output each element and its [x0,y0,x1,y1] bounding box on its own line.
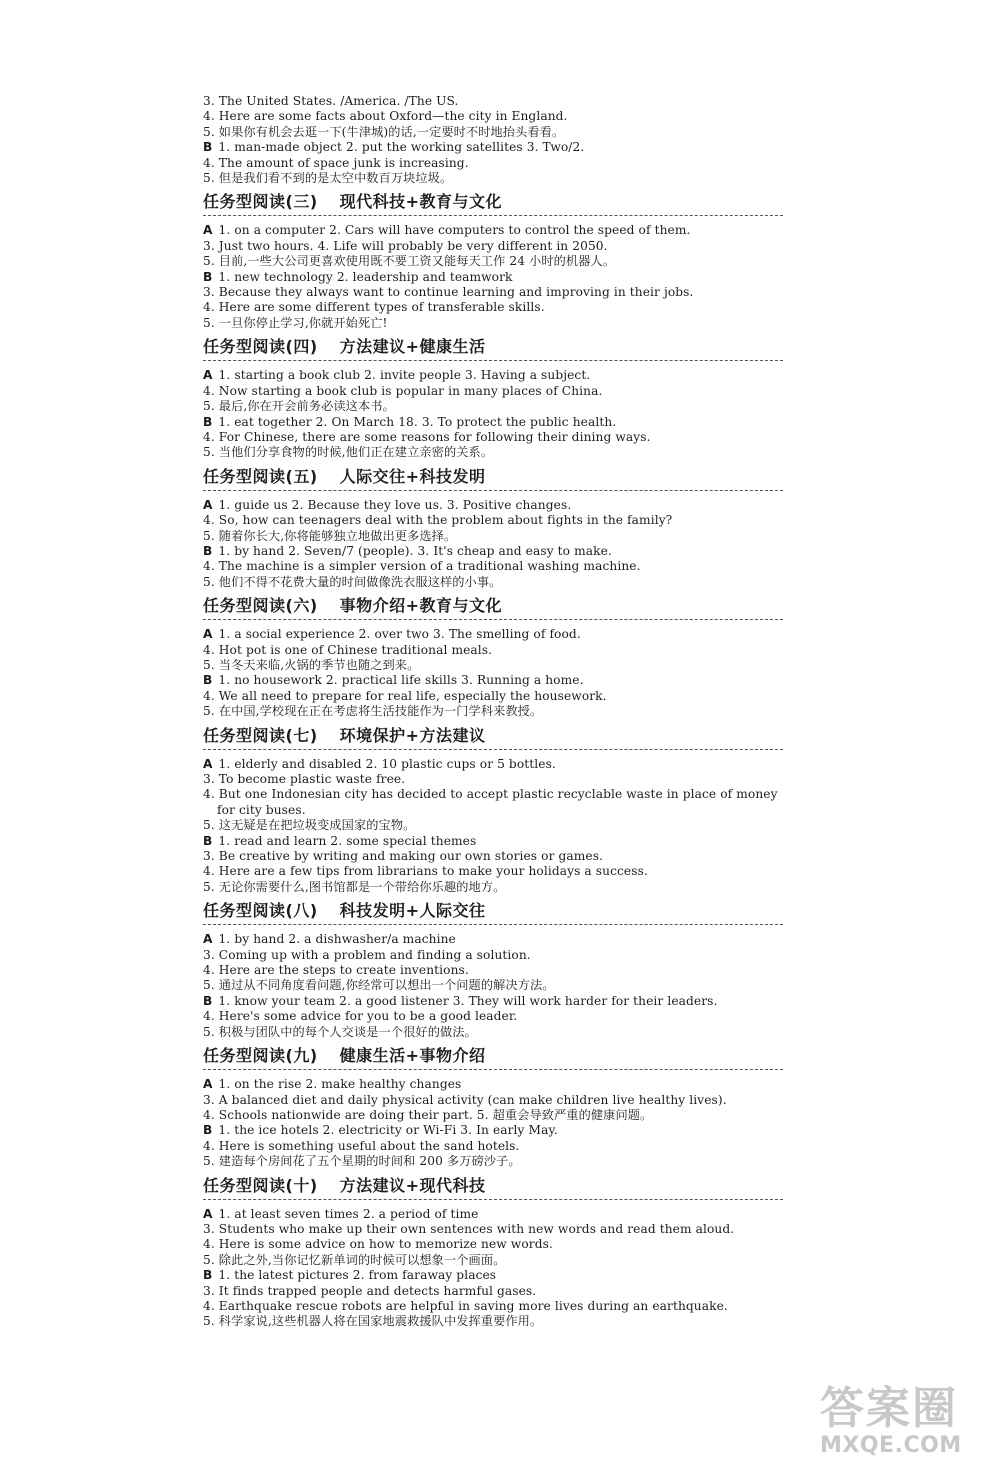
section-topic: 现代科技+教育与文化 [339,192,503,212]
answer-text: 4. We all need to prepare for real life, especially the housework. [203,688,607,703]
answer-text: 5. 但是我们看不到的是太空中数百万块垃圾。 [203,171,453,186]
answer-line [203,1207,783,1222]
answer-line [203,1314,783,1329]
answer-text: 4. Here are some facts about Oxford—the city in England. [203,109,568,124]
part-marker: B [203,269,213,284]
answer-text: 4. Now starting a book club is popular in many places of China. [203,383,603,398]
answer-text: 5. 通过从不同角度看问题,你经常可以想出一个问题的解决方法。 [203,978,555,993]
answer-text: 1. a social experience 2. over two 3. The smelling of food. [218,627,581,642]
answer-text: 5. 当冬天来临,火锅的季节也随之到来。 [203,657,420,672]
answer-text: 5. 如果你有机会去逛一下(牛津城)的话,一定要时不时地抬头看看。 [203,124,565,139]
watermark-url: MXQE.COM [820,1433,962,1458]
answer-text: 1. by hand 2. a dishwasher/a machine [218,932,456,947]
answer-line [203,109,783,124]
answer-text: 4. For Chinese, there are some reasons for following their dining ways. [203,429,651,444]
answer-line [203,818,783,833]
answer-line [203,757,783,772]
part-marker: B [203,1268,213,1283]
section-heading [203,467,783,491]
answer-text: 1. know your team 2. a good listener 3. They will work harder for their leaders. [218,993,718,1008]
watermark-logo-text: 答案圈 [820,1383,958,1434]
answer-text: 3. Be creative by writing and making our own stories or games. [203,849,604,864]
section-topic: 健康生活+事物介绍 [339,1046,486,1066]
answer-line [203,498,783,513]
answer-text: 1. eat together 2. On March 18. 3. To protect the public health. [218,414,617,429]
answer-text: 5. 除此之外,当你记忆新单词的时候可以想象一个画面。 [203,1252,506,1267]
part-marker: A [203,756,213,771]
answer-text: 3. The United States. /America. /The US. [203,94,459,108]
section-title: 任务型阅读(七) [203,725,318,745]
section-topic: 方法建议+现代科技 [339,1175,486,1195]
answer-line [203,864,783,879]
answer-line [203,254,783,269]
answer-line [203,803,783,818]
part-marker: A [203,497,213,512]
part-marker: A [203,627,213,642]
answer-line [203,384,783,399]
answer-line [203,1299,783,1314]
answer-line [203,171,783,186]
answer-line [203,94,783,109]
answer-line [203,239,783,254]
section-heading [203,1046,783,1070]
answer-text: 3. To become plastic waste free. [203,772,406,786]
section-topic: 人际交往+科技发明 [339,466,486,486]
answer-text: 4. The amount of space junk is increasing. [203,155,469,170]
answer-text: 1. on a computer 2. Cars will have computers to control the speed of them. [218,223,691,238]
part-marker: B [203,414,213,429]
answer-line [203,643,783,658]
answer-line [203,932,783,947]
answer-line [203,834,783,849]
answer-text: 4. Here are some different types of transferable skills. [203,300,545,315]
answer-line [203,1284,783,1299]
answer-text: 5. 建造每个房间花了五个星期的时间和 200 多万磅沙子。 [203,1154,521,1169]
answer-line [203,704,783,719]
answer-line [203,948,783,963]
answer-line [203,1123,783,1138]
answer-line [203,772,783,787]
answer-line [203,1108,783,1123]
answer-text: 1. at least seven times 2. a period of time [218,1206,479,1221]
section-topic: 事物介绍+教育与文化 [339,596,503,616]
answer-line [203,316,783,331]
answer-text: 1. guide us 2. Because they love us. 3. Positive changes. [218,497,572,512]
part-marker: A [203,223,213,238]
answer-text: 5. 无论你需要什么,图书馆都是一个带给你乐趣的地方。 [203,879,506,894]
answer-text: 4. Here are the steps to create inventions. [203,963,469,978]
section-topic: 环境保护+方法建议 [339,725,486,745]
answer-line [203,1268,783,1283]
answer-text: 5. 在中国,学校现在正在考虑将生活技能作为一门学科来教授。 [203,704,543,719]
answer-text: 5. 一旦你停止学习,你就开始死亡! [203,315,388,330]
part-marker: A [203,368,213,383]
section-title: 任务型阅读(三) [203,192,318,212]
answer-line [203,787,783,802]
answer-line [203,1077,783,1092]
part-marker: B [203,140,213,155]
answer-line [203,270,783,285]
answer-line [203,1222,783,1237]
answer-text: 4. Schools nationwide are doing their part. 5. 超重会导致严重的健康问题。 [203,1107,653,1122]
answer-text: 5. 最后,你在开会前务必读这本书。 [203,399,395,414]
answer-line [203,140,783,155]
answer-text: 5. 他们不得不花费大量的时间做像洗衣服这样的小事。 [203,574,502,589]
answer-line [203,223,783,238]
answer-line [203,849,783,864]
answer-text: for city buses. [217,802,306,817]
answer-text: 5. 目前,一些大公司更喜欢使用既不要工资又能每天工作 24 小时的机器人。 [203,254,616,269]
answer-text: 1. the ice hotels 2. electricity or Wi-Fi 3. In early May. [218,1123,558,1138]
answer-text: 1. on the rise 2. make healthy changes [218,1077,462,1092]
answer-line [203,529,783,544]
answer-line [203,300,783,315]
answer-line [203,1154,783,1169]
section-heading [203,596,783,620]
part-marker: A [203,1077,213,1092]
answer-key-page [203,94,783,1330]
answer-text: 5. 这无疑是在把垃圾变成国家的宝物。 [203,818,416,833]
answer-text: 1. by hand 2. Seven/7 (people). 3. It's cheap and easy to make. [218,543,612,558]
answer-line [203,156,783,171]
answer-text: 4. The machine is a simpler version of a traditional washing machine. [203,559,641,574]
part-marker: B [203,1123,213,1138]
answer-text: 1. elderly and disabled 2. 10 plastic cups or 5 bottles. [218,756,556,771]
answer-text: 4. So, how can teenagers deal with the problem about fights in the family? [203,513,673,528]
answer-line [203,368,783,383]
section-heading [203,726,783,750]
section-topic: 科技发明+人际交往 [339,901,486,921]
answer-line [203,1093,783,1108]
part-marker: B [203,833,213,848]
answer-text: 1. man-made object 2. put the working satellites 3. Two/2. [218,140,585,155]
section-heading [203,901,783,925]
section-title: 任务型阅读(十) [203,1175,318,1195]
answer-line [203,559,783,574]
answer-text: 1. starting a book club 2. invite people 3. Having a subject. [218,368,591,383]
answer-line [203,1025,783,1040]
answer-text: 3. A balanced diet and daily physical activity (can make children live healthy lives). [203,1092,727,1107]
answer-line [203,689,783,704]
part-marker: B [203,543,213,558]
answer-line [203,544,783,559]
answer-text: 1. no housework 2. practical life skills 3. Running a home. [218,673,584,688]
answer-line [203,285,783,300]
section-title: 任务型阅读(四) [203,337,318,357]
section-heading [203,192,783,216]
site-watermark [820,1385,995,1465]
answer-text: 5. 科学家说,这些机器人将在国家地震救援队中发挥重要作用。 [203,1314,543,1329]
answer-text: 4. Here is some advice on how to memorize new words. [203,1237,553,1252]
answer-text: 4. Hot pot is one of Chinese traditional meals. [203,642,493,657]
section-title: 任务型阅读(九) [203,1046,318,1066]
part-marker: A [203,932,213,947]
section-heading [203,1176,783,1200]
answer-line [203,1253,783,1268]
answer-text: 5. 随着你长大,你将能够独立地做出更多选择。 [203,528,457,543]
answer-text: 5. 当他们分享食物的时候,他们正在建立亲密的关系。 [203,445,494,460]
part-marker: B [203,993,213,1008]
answer-text: 3. Students who make up their own sentences with new words and read them aloud. [203,1221,735,1236]
answer-line [203,1237,783,1252]
answer-line [203,994,783,1009]
answer-text: 4. Earthquake rescue robots are helpful in saving more lives during an earthquake. [203,1298,728,1313]
answer-line [203,125,783,140]
answer-line [203,978,783,993]
answer-line [203,575,783,590]
answer-text: 1. the latest pictures 2. from faraway places [218,1268,497,1283]
section-title: 任务型阅读(六) [203,596,318,616]
answer-text: 3. Because they always want to continue learning and improving in their jobs. [203,285,694,300]
answer-text: 1. read and learn 2. some special themes [218,833,477,848]
answer-text: 4. Here's some advice for you to be a good leader. [203,1009,518,1024]
answer-text: 4. Here is something useful about the sand hotels. [203,1138,520,1153]
answer-text: 1. new technology 2. leadership and teamwork [218,269,513,284]
answer-line [203,963,783,978]
answer-line [203,513,783,528]
answer-text: 3. It finds trapped people and detects harmful gases. [203,1283,537,1298]
answer-text: 3. Coming up with a problem and finding a solution. [203,947,531,962]
answer-line [203,658,783,673]
section-title: 任务型阅读(五) [203,466,318,486]
section-title: 任务型阅读(八) [203,901,318,921]
answer-text: 4. Here are a few tips from librarians to make your holidays a success. [203,864,648,879]
answer-line [203,627,783,642]
answer-text: 4. But one Indonesian city has decided to accept plastic recyclable waste in place of money [203,787,778,802]
answer-line [203,673,783,688]
answer-line [203,1139,783,1154]
answer-line [203,880,783,895]
answer-line [203,399,783,414]
section-heading [203,337,783,361]
answer-line [203,430,783,445]
answer-line [203,1009,783,1024]
part-marker: A [203,1206,213,1221]
answer-text: 5. 积极与团队中的每个人交谈是一个很好的做法。 [203,1024,477,1039]
answer-line [203,445,783,460]
answer-text: 3. Just two hours. 4. Life will probably be very different in 2050. [203,238,608,253]
part-marker: B [203,673,213,688]
section-topic: 方法建议+健康生活 [339,337,486,357]
answer-line [203,415,783,430]
